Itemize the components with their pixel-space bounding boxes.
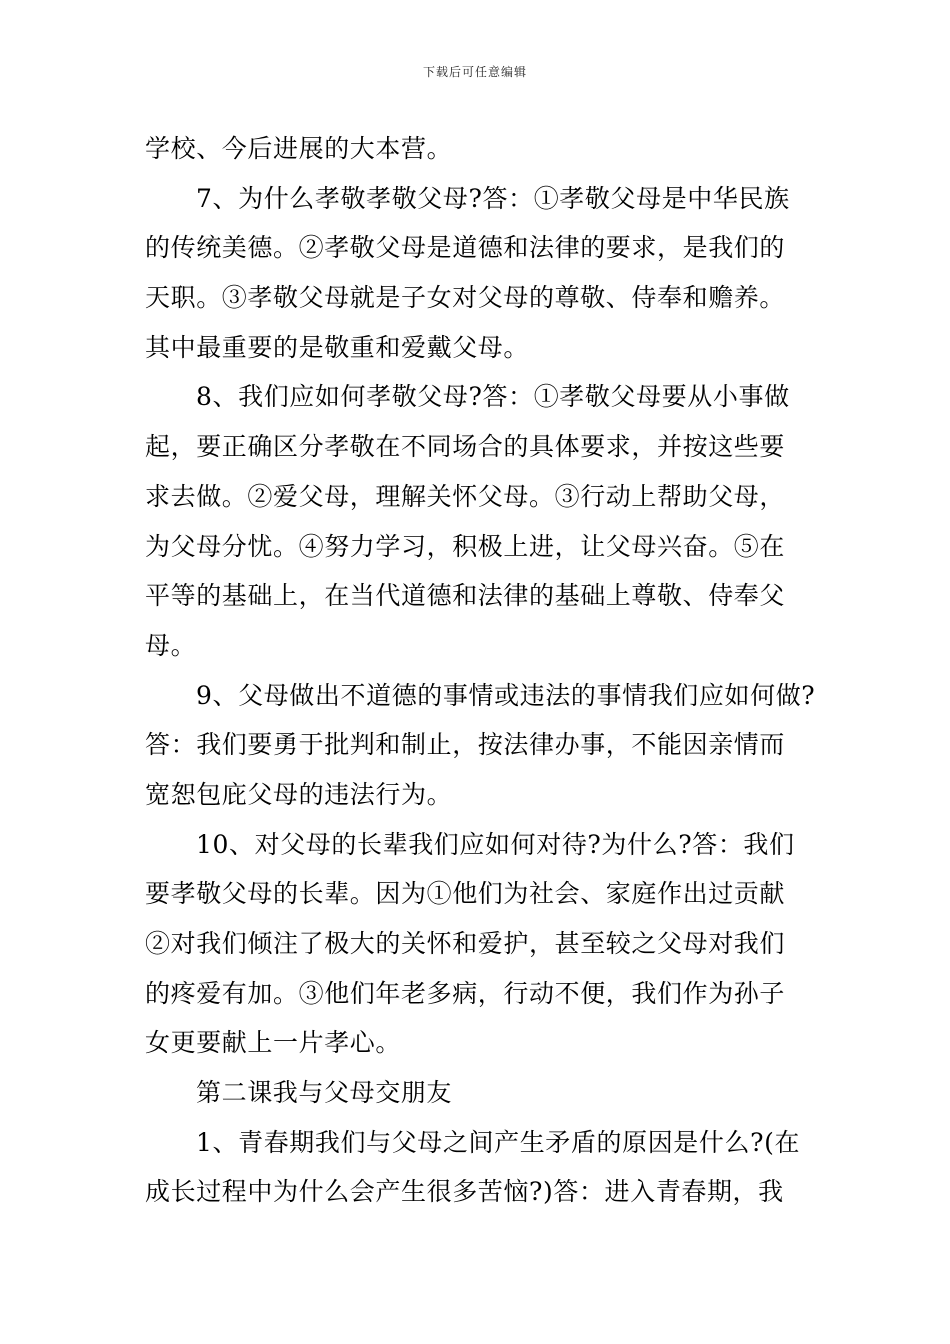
- text-line: 的疼爱有加。③他们年老多病，行动不便，我们作为孙子: [145, 978, 786, 1008]
- text-line: 7、为什么孝敬孝敬父母?答：①孝敬父母是中华民族: [196, 183, 790, 213]
- text-line: 1、青春期我们与父母之间产生矛盾的原因是什么?(在: [196, 1127, 801, 1157]
- text-line: 女更要献上一片孝心。: [145, 1028, 402, 1058]
- text-line: 8、我们应如何孝敬父母?答：①孝敬父母要从小事做: [196, 382, 790, 412]
- text-line: 要孝敬父母的长辈。因为①他们为社会、家庭作出过贡献: [145, 879, 786, 909]
- text-line: 求去做。②爱父母，理解关怀父母。③行动上帮助父母，: [145, 481, 786, 511]
- text-line: 起，要正确区分孝敬在不同场合的具体要求，并按这些要: [145, 432, 786, 462]
- text-line: 10、对父母的长辈我们应如何对待?为什么?答：我们: [196, 829, 795, 859]
- text-line: 平等的基础上，在当代道德和法律的基础上尊敬、侍奉父: [145, 581, 786, 611]
- text-line: 其中最重要的是敬重和爱戴父母。: [145, 332, 530, 362]
- text-line: 宽恕包庇父母的违法行为。: [145, 779, 453, 809]
- document-body: [145, 124, 825, 1217]
- text-line: 为父母分忧。④努力学习，积极上进，让父母兴奋。⑤在: [145, 531, 786, 561]
- text-line: 第二课我与父母交朋友: [196, 1078, 453, 1108]
- text-line: 的传统美德。②孝敬父母是道德和法律的要求，是我们的: [145, 233, 786, 263]
- text-line: 答：我们要勇于批判和制止，按法律办事，不能因亲情而: [145, 730, 786, 760]
- text-line: 9、父母做出不道德的事情或违法的事情我们应如何做?: [196, 680, 816, 710]
- text-line: ②对我们倾注了极大的关怀和爱护，甚至较之父母对我们: [145, 929, 786, 958]
- text-line: 母。: [145, 630, 197, 660]
- text-line: 天职。③孝敬父母就是子女对父母的尊敬、侍奉和赡养。: [145, 283, 786, 313]
- text-line: 成长过程中为什么会产生很多苦恼?)答：进入青春期，我: [145, 1177, 784, 1207]
- page-header: 下载后可任意编辑: [422, 65, 527, 79]
- text-line: 学校、今后进展的大本营。: [145, 134, 453, 163]
